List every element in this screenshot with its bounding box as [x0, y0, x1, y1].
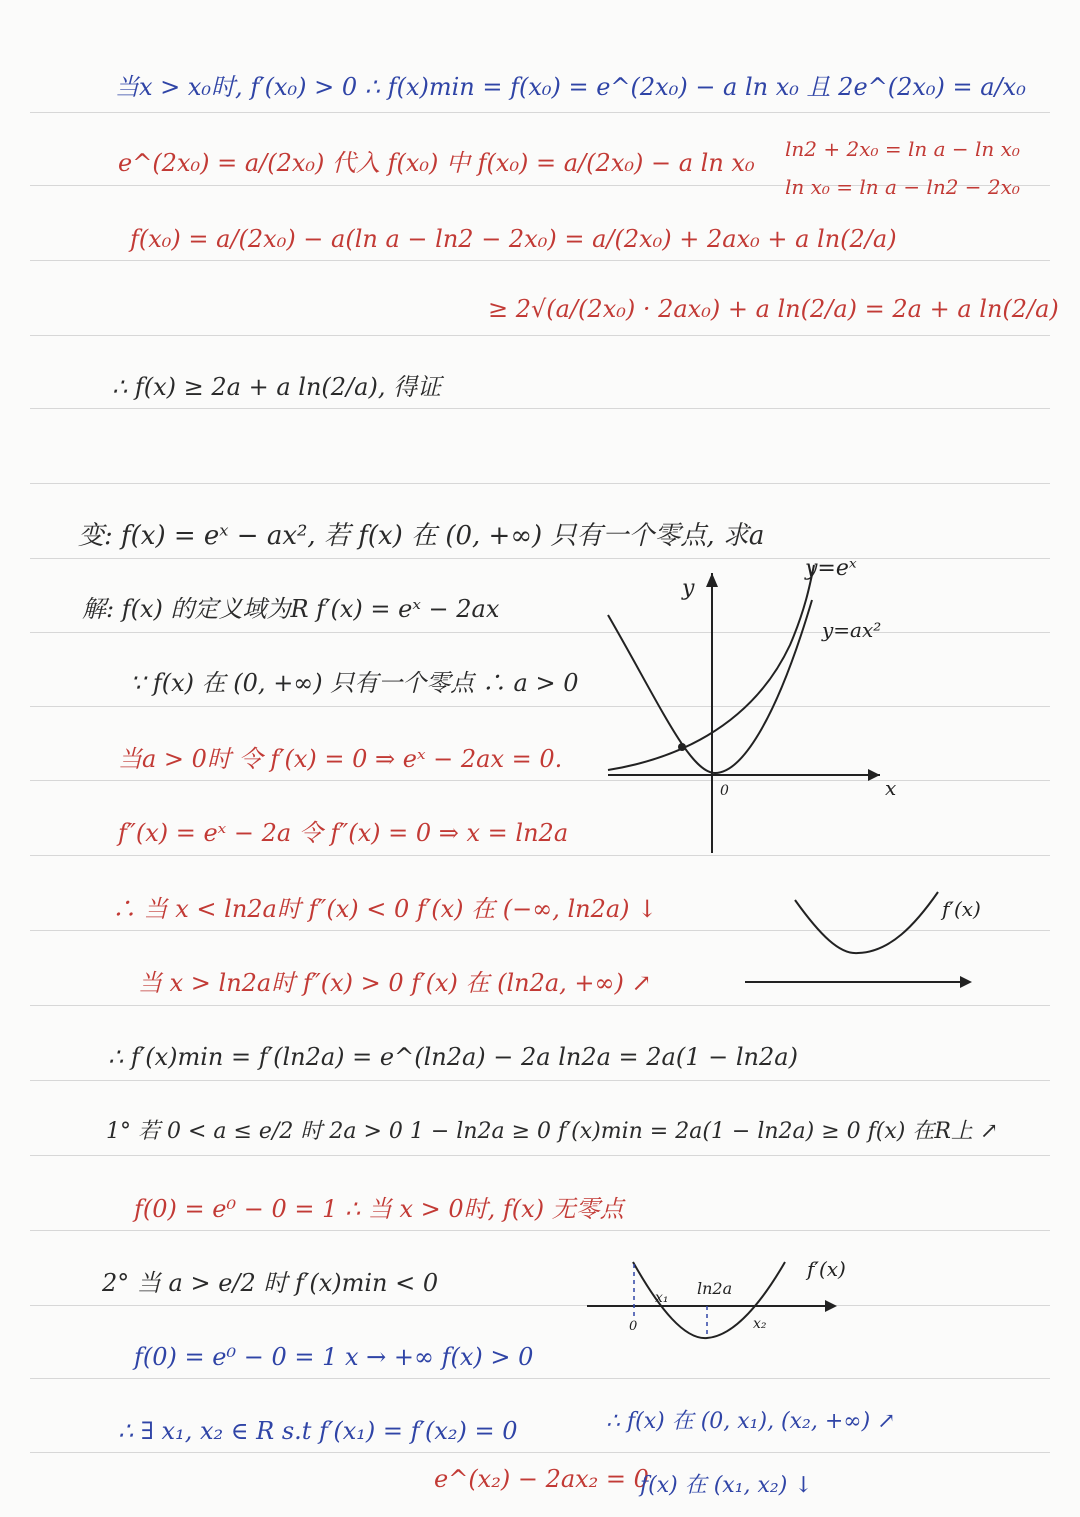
graph-exp-vs-quadratic	[600, 545, 900, 860]
ruled-line	[30, 483, 1050, 484]
exp-curve-label: y=eˣ	[805, 556, 857, 581]
ruled-line	[30, 1305, 1050, 1306]
line-18: ∴ ∃ x₁, x₂ ∈ R s.t f′(x₁) = f′(x₂) = 0	[118, 1417, 518, 1445]
fprime-label: f′(x)	[942, 897, 981, 921]
ruled-line	[30, 112, 1050, 113]
line-10: f″(x) = eˣ − 2a 令 f″(x) = 0 ⇒ x = ln2a	[118, 819, 569, 847]
line-3: f(x₀) = a/(2x₀) − a(ln a − ln2 − 2x₀) = a/(2x₀) + 2ax₀ + a ln(2/a)	[130, 225, 897, 253]
line-2-right-2: ln x₀ = ln a − ln2 − 2x₀	[785, 175, 1020, 199]
graph-fprime-shape	[740, 880, 1010, 1000]
line-16: 2° 当 a > e/2 时 f′(x)min < 0	[102, 1269, 439, 1297]
fprime-label: f′(x)	[807, 1257, 846, 1281]
line-5: ∴ f(x) ≥ 2a + a ln(2/a), 得证	[112, 373, 442, 401]
ruled-line	[30, 1005, 1050, 1006]
line-7: 解: f(x) 的定义域为R f′(x) = eˣ − 2ax	[82, 595, 500, 623]
line-12: 当 x > ln2a时 f″(x) > 0 f′(x) 在 (ln2a, +∞) ↗	[138, 969, 652, 997]
line-19-right: f(x) 在 (x₁, x₂) ↓	[640, 1473, 813, 1498]
x-axis-arrow-icon	[825, 1300, 837, 1312]
line-15: f(0) = e⁰ − 0 = 1 ∴ 当 x > 0时, f(x) 无零点	[134, 1195, 624, 1223]
fprime-curve	[795, 892, 938, 953]
ruled-line	[30, 260, 1050, 261]
x-axis-arrow-icon	[868, 769, 880, 781]
line-2-right-1: ln2 + 2x₀ = ln a − ln x₀	[785, 137, 1020, 161]
line-8: ∵ f(x) 在 (0, +∞) 只有一个零点 ∴ a > 0	[130, 669, 579, 697]
ruled-line	[30, 1378, 1050, 1379]
ruled-line	[30, 1080, 1050, 1081]
origin-label: 0	[629, 1319, 638, 1334]
ruled-line	[30, 335, 1050, 336]
ruled-line	[30, 408, 1050, 409]
x-axis-label: x	[885, 776, 897, 800]
intersection-point	[678, 743, 686, 751]
line-2: e^(2x₀) = a/(2x₀) 代入 f(x₀) 中 f(x₀) = a/(2x₀) − a ln x₀	[118, 149, 755, 177]
problem-statement: 变: f(x) = eˣ − ax², 若 f(x) 在 (0, +∞) 只有一个零点, 求a	[78, 521, 765, 551]
line-4: ≥ 2√(a/(2x₀) · 2ax₀) + a ln(2/a) = 2a + a ln(2/a)	[488, 295, 1059, 323]
origin-label: 0	[720, 783, 729, 799]
x-axis-arrow-icon	[960, 976, 972, 988]
line-13: ∴ f′(x)min = f′(ln2a) = e^(ln2a) − 2a ln2a = 2a(1 − ln2a)	[108, 1043, 798, 1071]
line-14: 1° 若 0 < a ≤ e/2 时 2a > 0 1 − ln2a ≥ 0 f′(x)min = 2a(1 − ln2a) ≥ 0 f(x) 在R上 ↗	[106, 1119, 999, 1144]
line-19: e^(x₂) − 2ax₂ = 0	[434, 1465, 649, 1493]
y-axis-arrow-icon	[706, 573, 718, 587]
ruled-line	[30, 1155, 1050, 1156]
ruled-line	[30, 1452, 1050, 1453]
y-axis-label: y	[682, 576, 695, 601]
ln2a-label: ln2a	[697, 1279, 733, 1298]
ruled-line	[30, 1230, 1050, 1231]
quadratic-curve	[608, 600, 812, 773]
line-18-right: ∴ f(x) 在 (0, x₁), (x₂, +∞) ↗	[606, 1409, 896, 1434]
quadratic-curve-label: y=ax²	[822, 618, 882, 642]
line-17: f(0) = e⁰ − 0 = 1 x → +∞ f(x) > 0	[134, 1343, 534, 1371]
x2-label: x₂	[753, 1316, 767, 1332]
graph-fprime-roots	[585, 1250, 865, 1350]
line-9: 当a > 0时 令 f′(x) = 0 ⇒ eˣ − 2ax = 0.	[118, 745, 563, 773]
line-11: ∴ 当 x < ln2a时 f″(x) < 0 f′(x) 在 (−∞, ln2a) ↓	[112, 895, 658, 923]
x1-label: x₁	[655, 1290, 669, 1306]
line-1: 当x > x₀时, f′(x₀) > 0 ∴ f(x)min = f(x₀) = e^(2x₀) − a ln x₀ 且 2e^(2x₀) = a/x₀	[115, 73, 1026, 101]
